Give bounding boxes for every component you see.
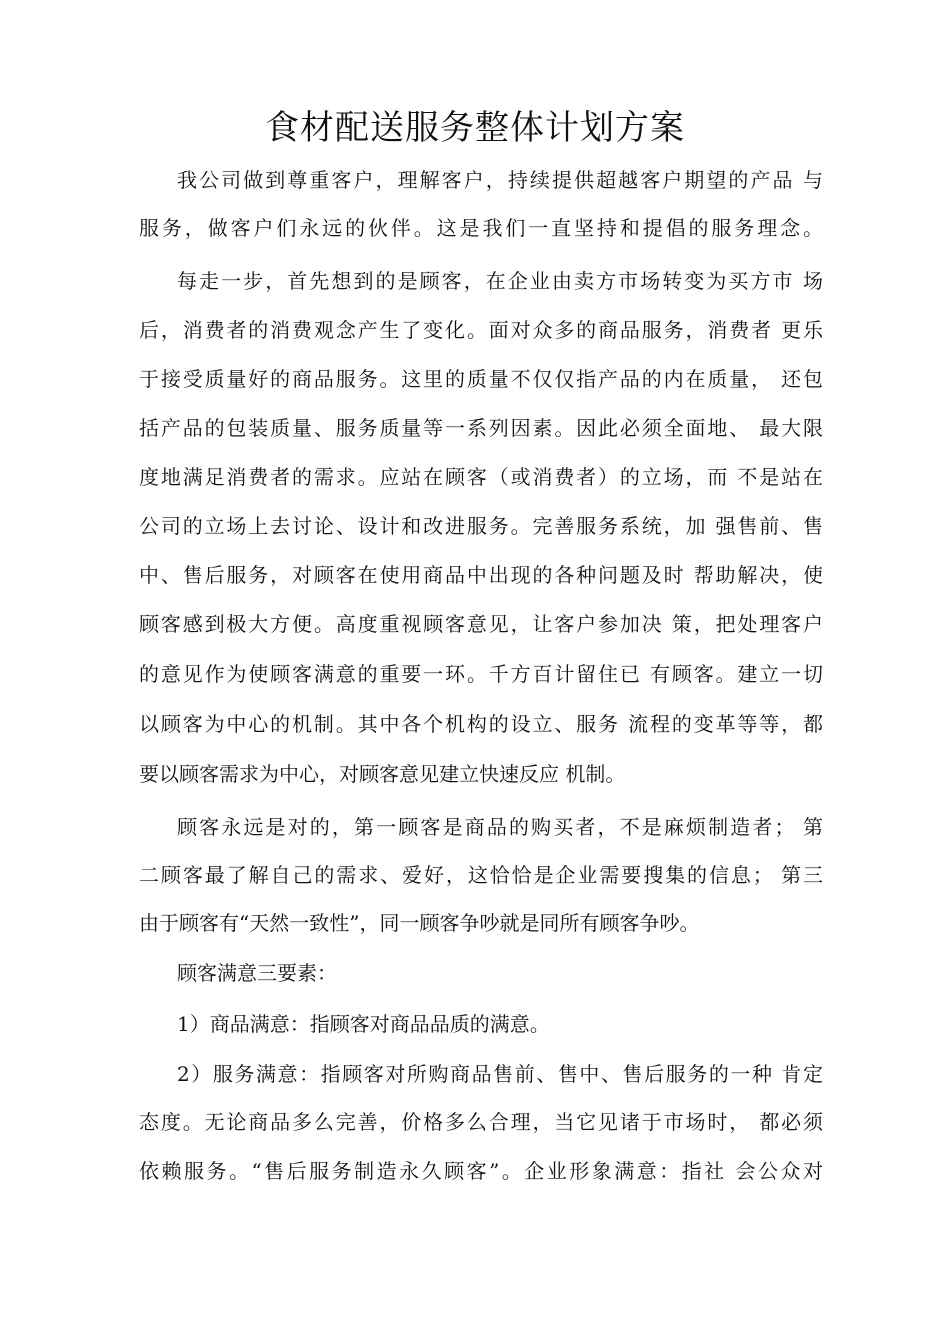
text-line: 后，消费者的消费观念产生了变化。面对众多的商品服务，消费者 更乐 [139, 318, 823, 342]
text-line: 以顾客为中心的机制。其中各个机构的设立、服务 流程的变革等等，都 [139, 712, 823, 736]
text-line: 公司的立场上去讨论、设计和改进服务。完善服务系统，加 强售前、售 [139, 514, 823, 538]
text-line: 态度。无论商品多么完善，价格多么合理，当它见诸于市场时， 都必须 [139, 1110, 823, 1134]
text-line: 括产品的包装质量、服务质量等一系列因素。因此必须全面地、 最大限 [139, 416, 823, 440]
text-line: 1）商品满意：指顾客对商品品质的满意。 [177, 1012, 550, 1036]
text-line: 依赖服务。“售后服务制造永久顾客”。企业形象满意：指社 会公众对 [139, 1159, 823, 1183]
text-line: 顾客感到极大方便。高度重视顾客意见，让客户参加决 策，把处理客户 [139, 612, 823, 636]
text-line: 每走一步，首先想到的是顾客，在企业由卖方市场转变为买方市 场 [177, 269, 823, 293]
text-line: 顾客满意三要素： [177, 961, 337, 985]
text-line: 于接受质量好的商品服务。这里的质量不仅仅指产品的内在质量， 还包 [139, 367, 823, 391]
text-line: 服务，做客户们永远的伙伴。这是我们一直坚持和提倡的服务理念。 [139, 216, 823, 240]
text-line: 的意见作为使顾客满意的重要一环。千方百计留住已 有顾客。建立一切 [139, 662, 823, 686]
text-line: 2）服务满意：指顾客对所购商品售前、售中、售后服务的一种 肯定 [177, 1062, 823, 1086]
text-line: 二顾客最了解自己的需求、爱好，这恰恰是企业需要搜集的信息； 第三 [139, 863, 823, 887]
text-line: 顾客永远是对的，第一顾客是商品的购买者，不是麻烦制造者； 第 [177, 815, 823, 839]
document-title: 食材配送服务整体计划方案 [265, 108, 685, 148]
text-line: 度地满足消费者的需求。应站在顾客（或消费者）的立场，而 不是站在 [139, 465, 823, 489]
text-line: 中、售后服务，对顾客在使用商品中出现的各种问题及时 帮助解决，使 [139, 563, 823, 587]
text-line: 由于顾客有“天然一致性”，同一顾客争吵就是同所有顾客争吵。 [139, 911, 700, 935]
text-line: 要以顾客需求为中心，对顾客意见建立快速反应 机制。 [139, 762, 626, 786]
text-line: 我公司做到尊重客户，理解客户，持续提供超越客户期望的产品 与 [177, 168, 823, 192]
